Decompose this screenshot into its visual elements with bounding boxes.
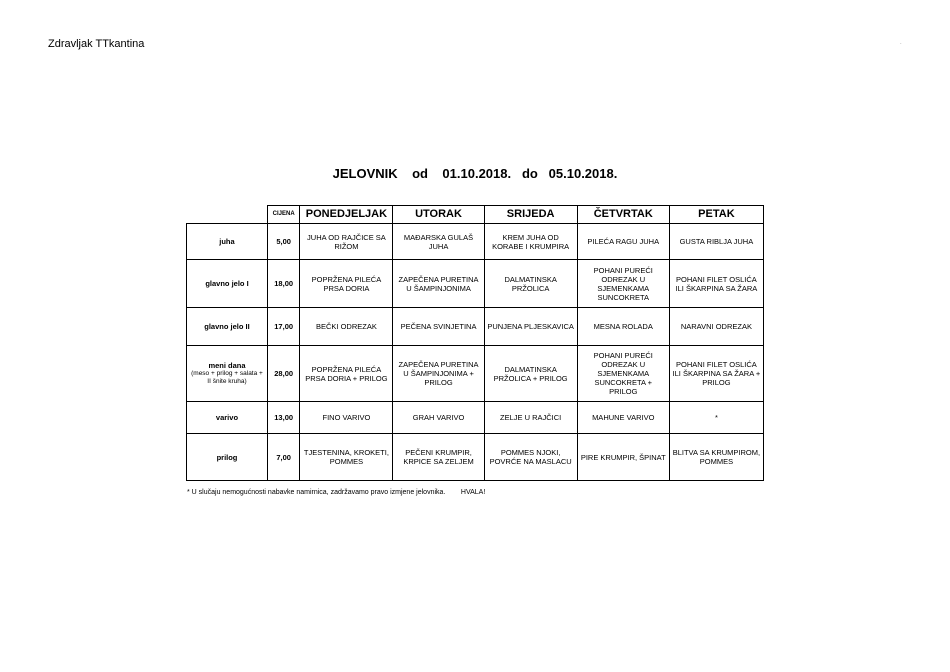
- menu-cell: POPRŽENA PILEĆA PRSA DORIA: [300, 260, 393, 308]
- day-header-friday: PETAK: [669, 206, 763, 224]
- footnote: * U slučaju nemogućnosti nabavke namirnica, zadržavamo pravo izmjene jelovnika. HVALA!: [187, 489, 486, 496]
- menu-cell: PEČENI KRUMPIR, KRPICE SA ZELJEM: [393, 434, 484, 481]
- menu-cell: PIRE KRUMPIR, ŠPINAT: [577, 434, 669, 481]
- row-name: juha: [219, 237, 235, 246]
- menu-cell: GUSTA RIBLJA JUHA: [669, 224, 763, 260]
- table-row: [187, 224, 764, 260]
- row-subtitle: (meso + prilog + salata + II šnite kruha): [191, 370, 263, 385]
- price-cell: 5,00: [267, 224, 299, 260]
- price-cell: 17,00: [267, 308, 299, 346]
- table-row: [187, 346, 764, 402]
- day-header-tuesday: UTORAK: [393, 206, 484, 224]
- price-cell: 18,00: [267, 260, 299, 308]
- menu-cell: MESNA ROLADA: [577, 308, 669, 346]
- table-row: [187, 402, 764, 434]
- row-label: [187, 260, 268, 308]
- menu-cell: BEČKI ODREZAK: [300, 308, 393, 346]
- price-cell: 7,00: [267, 434, 299, 481]
- menu-cell: ZAPEČENA PURETINA U ŠAMPINJONIMA: [393, 260, 484, 308]
- menu-cell: PEČENA SVINJETINA: [393, 308, 484, 346]
- menu-cell: PUNJENA PLJESKAVICA: [484, 308, 577, 346]
- menu-cell: PILEĆA RAGU JUHA: [577, 224, 669, 260]
- row-label: [187, 402, 268, 434]
- price-column-header: CIJENA: [267, 206, 299, 224]
- menu-cell: POHANI FILET OSLIĆA ILI ŠKARPINA SA ŽARA: [669, 260, 763, 308]
- menu-cell: POHANI FILET OSLIĆA ILI ŠKARPINA SA ŽARA + PRILOG: [669, 346, 763, 402]
- row-name: glavno jelo I: [205, 279, 249, 288]
- day-header-wednesday: SRIJEDA: [484, 206, 577, 224]
- row-label: [187, 224, 268, 260]
- day-header-monday: PONEDJELJAK: [300, 206, 393, 224]
- menu-cell: *: [669, 402, 763, 434]
- day-header-thursday: ČETVRTAK: [577, 206, 669, 224]
- weekly-menu-table: [186, 205, 764, 481]
- menu-cell: BLITVA SA KRUMPIROM, POMMES: [669, 434, 763, 481]
- menu-cell: FINO VARIVO: [300, 402, 393, 434]
- brand-name: Zdravljak TTkantina: [48, 38, 145, 50]
- row-name: prilog: [216, 452, 238, 462]
- menu-cell: DALMATINSKA PRŽOLICA: [484, 260, 577, 308]
- menu-cell: POPRŽENA PILEĆA PRSA DORIA + PRILOG: [300, 346, 393, 402]
- menu-cell: TJESTENINA, KROKETI, POMMES: [300, 434, 393, 481]
- menu-cell: NARAVNI ODREZAK: [669, 308, 763, 346]
- row-label: [187, 346, 268, 402]
- row-name: glavno jelo II: [204, 322, 250, 331]
- menu-cell: KREM JUHA OD KORABE I KRUMPIRA: [484, 224, 577, 260]
- table-row: [187, 434, 764, 481]
- menu-cell: POHANI PUREĆI ODREZAK U SJEMENKAMA SUNCOKRETA: [577, 260, 669, 308]
- menu-cell: MAĐARSKA GULAŠ JUHA: [393, 224, 484, 260]
- price-cell: 13,00: [267, 402, 299, 434]
- menu-cell: DALMATINSKA PRŽOLICA + PRILOG: [484, 346, 577, 402]
- row-label: [187, 434, 268, 481]
- table-row: [187, 260, 764, 308]
- price-cell: 28,00: [267, 346, 299, 402]
- menu-title: JELOVNIK od 01.10.2018. do 05.10.2018.: [332, 166, 618, 181]
- row-label: [187, 308, 268, 346]
- menu-cell: ZAPEČENA PURETINA U ŠAMPINJONIMA + PRILOG: [393, 346, 484, 402]
- corner-mark: .: [900, 40, 902, 46]
- row-name: varivo: [215, 413, 239, 422]
- table-row: [187, 308, 764, 346]
- menu-cell: JUHA OD RAJČICE SA RIŽOM: [300, 224, 393, 260]
- menu-cell: MAHUNE VARIVO: [577, 402, 669, 434]
- corner-cell: [187, 206, 268, 224]
- table-header-row: [187, 206, 764, 224]
- menu-cell: POMMES NJOKI, POVRĆE NA MASLACU: [484, 434, 577, 481]
- menu-cell: POHANI PUREĆI ODREZAK U SJEMENKAMA SUNCOKRETA + PRILOG: [577, 346, 669, 402]
- menu-cell: GRAH VARIVO: [393, 402, 484, 434]
- row-name: meni dana: [208, 361, 246, 370]
- menu-cell: ZELJE U RAJČICI: [484, 402, 577, 434]
